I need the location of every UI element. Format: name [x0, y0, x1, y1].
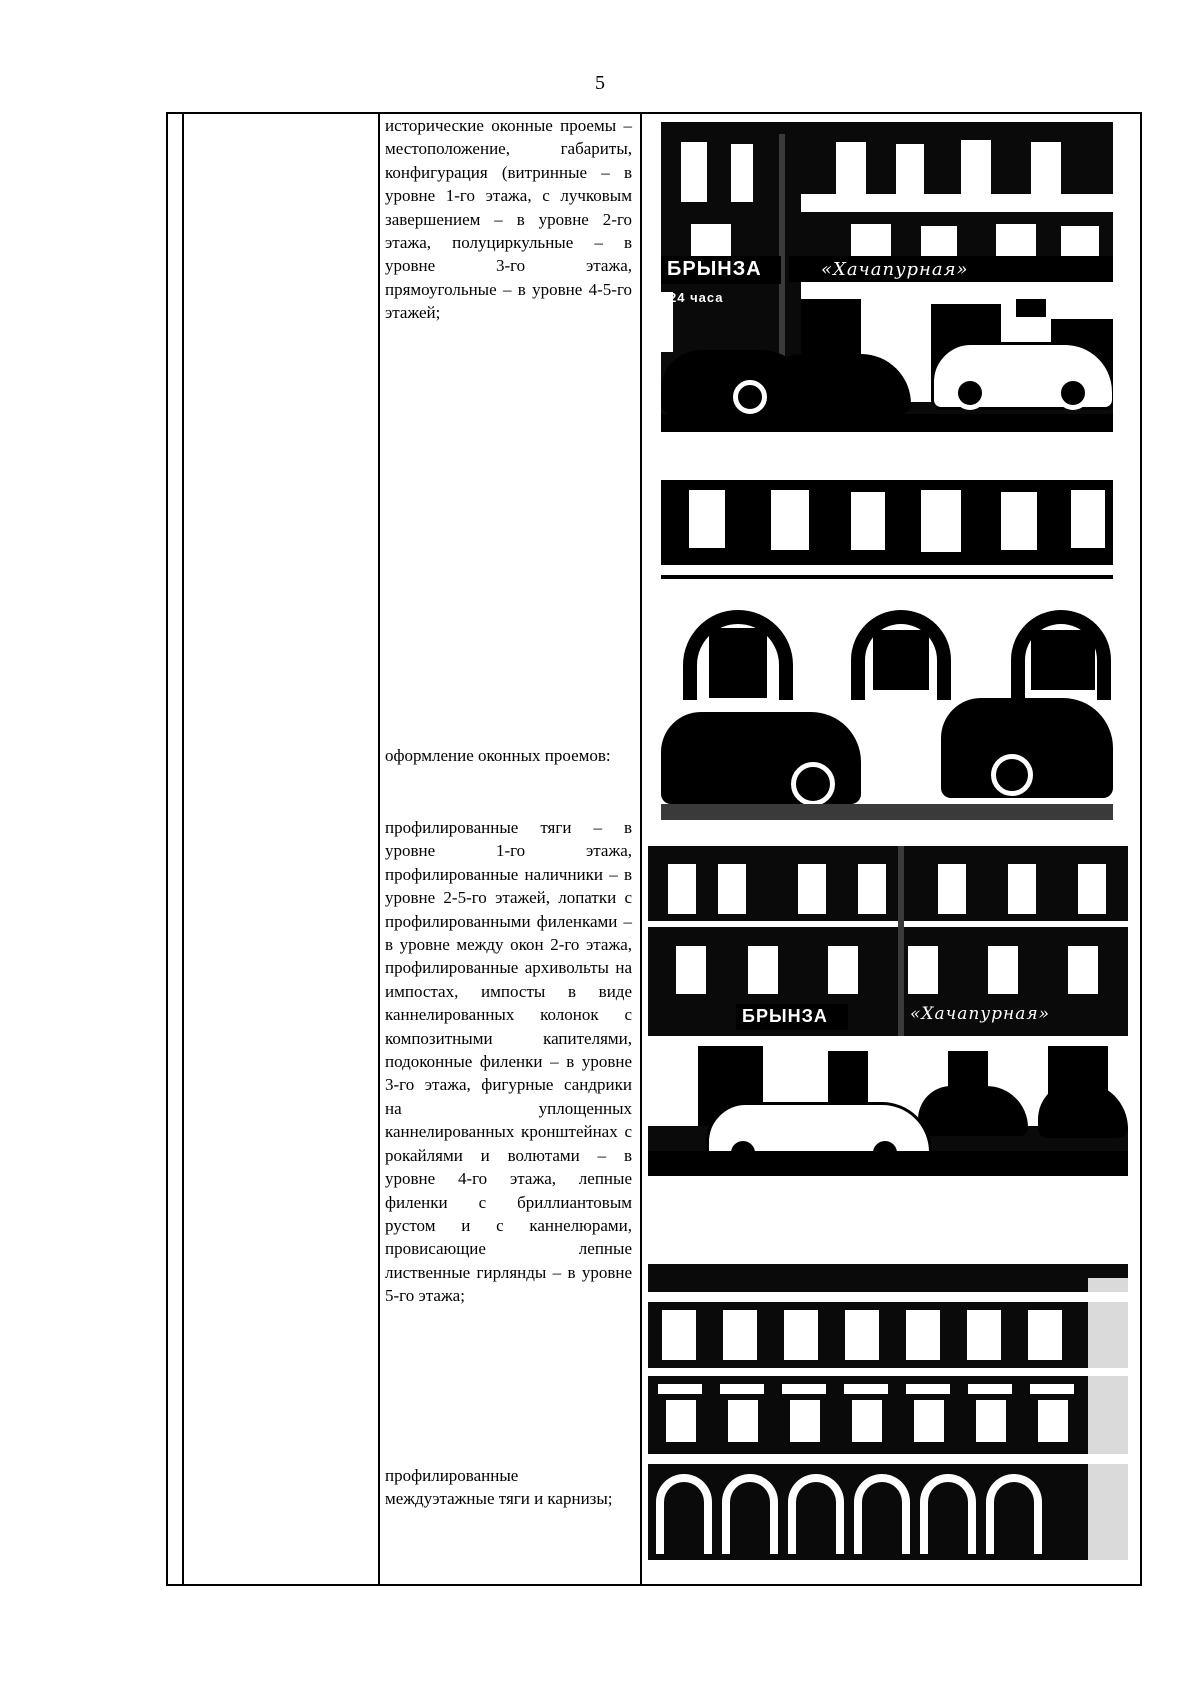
sign-khachapurnaya-2: «Хачапурная» — [910, 1004, 1051, 1024]
cornices-text: профилированные междуэтажные тяги и карнизы; — [385, 1466, 613, 1509]
facade-photo-2 — [661, 480, 1113, 820]
sign-24-hours: 24 часа — [669, 290, 724, 305]
facade-photo-4 — [648, 1248, 1128, 1560]
facade-photo-1 — [661, 114, 1113, 432]
sign-brynza-1: БРЫНЗА — [667, 258, 762, 280]
cell-window-design-heading — [385, 744, 632, 767]
window-design-heading: оформление оконных проемов: — [385, 746, 611, 765]
page-number: 5 — [595, 72, 605, 94]
column-divider-3 — [640, 114, 642, 1584]
cell-cornices — [385, 1464, 632, 1511]
column-divider-1 — [182, 114, 184, 1584]
column-divider-2 — [378, 114, 380, 1584]
cell-window-design-details — [385, 816, 632, 1308]
sign-brynza-2: БРЫНЗА — [742, 1006, 828, 1026]
window-design-details-text: профилированные тяги – в уровне 1-го этажа, профилированные наличники – в уровне 2-5-го этажей, лопатки с профилированными филенками – в уровне между окон 2-го этажа, профилированные архивольты на импостах, импосты в виде каннелированных колонок с композитными капителями, подоконные филенки – в уровне 3-го этажа, фигурные сандрики на уплощенных каннелированных кронштейнах с рокайлями и волютами – в уровне 4-го этажа, лепные филенки с бриллиантовым рустом и с каннелюрами, провисающие лепные лиственные гирлянды – в уровне 5-го этажа; — [385, 818, 632, 1306]
sign-khachapurnaya-1: «Хачапурная» — [821, 259, 969, 280]
facade-photo-3 — [648, 846, 1128, 1176]
cell-historic-windows — [385, 114, 632, 325]
historic-windows-text: исторические оконные проемы – местоположение, габариты, конфигурация (витринные – в уровне 1-го этажа, с лучковым завершением – в уровне 2-го этажа, полуциркульные – в уровне 3-го этажа, прямоугольные – в уровне 4-5-го этажей; — [385, 116, 632, 323]
